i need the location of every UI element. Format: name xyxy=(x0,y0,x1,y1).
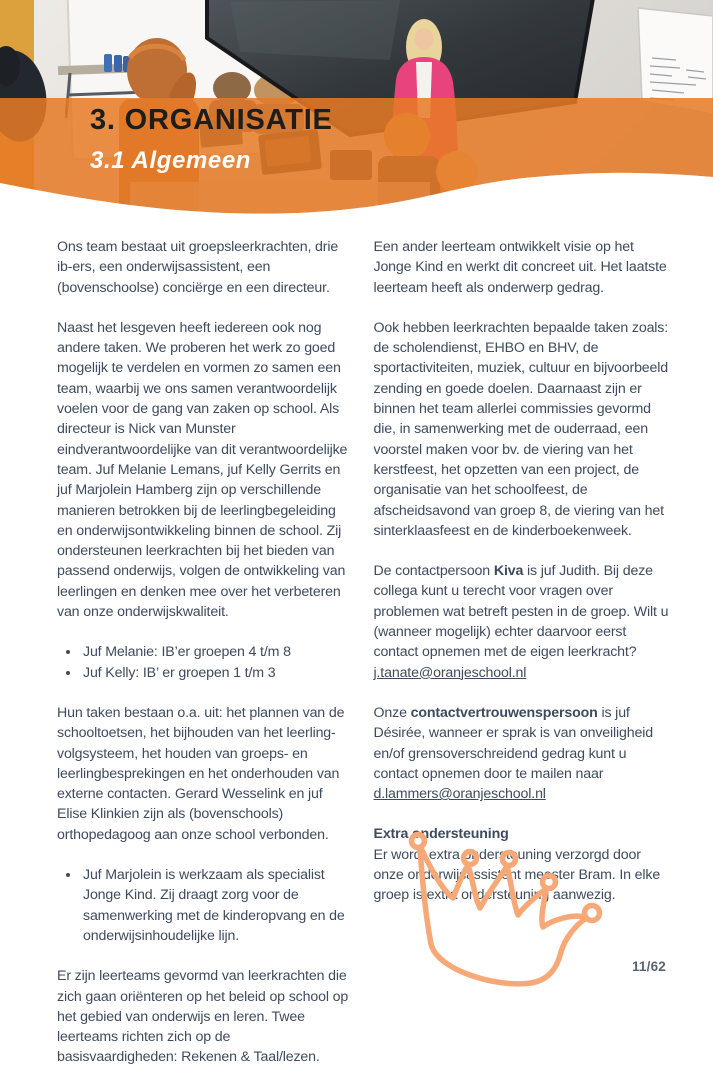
text-run: De contactpersoon xyxy=(373,563,494,580)
email-link-jtanate[interactable]: j.tanate@oranjeschool.nl xyxy=(373,664,527,681)
text-run: Onze xyxy=(373,704,411,721)
header-banner xyxy=(0,0,713,216)
paragraph: Hun taken bestaan o.a. uit: het plannen van de schooltoetsen, het bijhouden van het leerling-volgsysteem, het houden van groeps- en leerlingbesprekingen en het onderhouden van externe contacten. Gerard Wesselink en juf Elise Klinkien zijn als (bovenschools) orthopedagoog aan onze school verbonden. xyxy=(57,704,345,843)
email-link-dlammers[interactable]: d.lammers@oranjeschool.nl xyxy=(373,786,546,803)
paragraph: Er zijn leerteams gevormd van leerkrachten die zich gaan oriënteren op het beleid op school op het gebied van onderwijs en leren. Twee leerteams richten zich op de basisvaardigheden: Rekenen & Taal/lezen. xyxy=(57,968,349,1066)
list-item: • Juf Melanie: IB’er groepen 4 t/m 8 xyxy=(81,642,353,662)
vertrouwenspersoon-bold: contactvertrouwenspersoon xyxy=(410,704,598,721)
list-item: • Juf Marjolein is werkzaam als specialist Jonge Kind. Zij draagt zorg voor de samenwerking met de kinderopvang en de onderwijsinhoudelijke lijn. xyxy=(81,865,353,946)
text-run: is juf Désirée, wanneer er sprak is van onveiligheid en/of grensoverschreidend gedrag kunt u contact opnemen door te mailen naar xyxy=(373,704,654,782)
paragraph: Ook hebben leerkrachten bepaalde taken zoals: de scholendienst, EHBO en BHV, de sportactiviteiten, muziek, cultuur en bijvoorbeeld zending en goede doelen. Daarnaast zijn er binnen het team allerlei commissies gevormd die, in samenwerking met de ouderraad, een voorstel maken voor bv. de viering van het kerstfeest, het opzetten van een project, de organisatie van het schoolfeest, de afscheidsavond van groep 8, de viering van het sinterklaasfeest en de kinderboekenweek. xyxy=(373,319,669,539)
paragraph: Een ander leerteam ontwikkelt visie op het Jonge Kind en werkt dit concreet uit. Het laatste leerteam heeft als onderwerp gedrag. xyxy=(373,239,667,296)
list-item: • Juf Kelly: IB’ er groepen 1 t/m 3 xyxy=(81,663,353,683)
blue-bottles xyxy=(104,54,130,72)
ib-bullet-list xyxy=(57,642,353,683)
heading-text: Extra ondersteuning xyxy=(373,826,509,843)
paragraph: Ons team bestaat uit groepsleerkrachten, drie ib-ers, een onderwijsassistent, een (bovenschoolse) conciërge en een directeur. xyxy=(57,239,339,296)
paragraph: Er wordt extra ondersteuning verzorgd door onze onderwijsassistent meester Bram. In elke groep is extra ondersteuning aanwezig. xyxy=(373,846,661,904)
chapter-title: 3. ORGANISATIE xyxy=(90,104,333,136)
left-column xyxy=(57,237,353,1088)
text-run: is juf Judith. Bij deze collega kunt u terecht voor vragen over problemen wat betreft pesten in de groep. Wilt u (wanneer mogelijk) echter daarvoor eerst contact opnemen met de eigen leerkracht? xyxy=(373,563,669,661)
crown-icon xyxy=(401,828,613,993)
specialist-bullet-list xyxy=(57,865,353,946)
paragraph-vertrouwenspersoon xyxy=(374,703,670,804)
paragraph: Naast het lesgeven heeft iedereen ook nog andere taken. We proberen het werk zo goed mogelijk te verdelen en vormen zo samen een team, waarbij we ons samen verantwoordelijk voelen voor de gang van zaken op school. Als directeur is Nick van Munster eindverantwoordelijke van dit verantwoordelijke team. Juf Melanie Lemans, juf Kelly Gerrits en juf Marjolein Hamberg zijn op verschillende manieren betrokken bij de leerlingbegeleiding en onderwijsontwikkeling binnen de school. Zij ondersteunen leerkrachten bij het bieden van passend onderwijs, volgen de ontwikkeling van leerlingen en denken mee over het verbeteren van onze onderwijskwaliteit. xyxy=(57,319,348,621)
paragraph-kiva xyxy=(374,561,670,683)
header-titles xyxy=(90,104,333,175)
kiva-bold: Kiva xyxy=(493,563,524,580)
page-number: 11/62 xyxy=(631,959,666,974)
section-title: 3.1 Algemeen xyxy=(90,147,252,174)
